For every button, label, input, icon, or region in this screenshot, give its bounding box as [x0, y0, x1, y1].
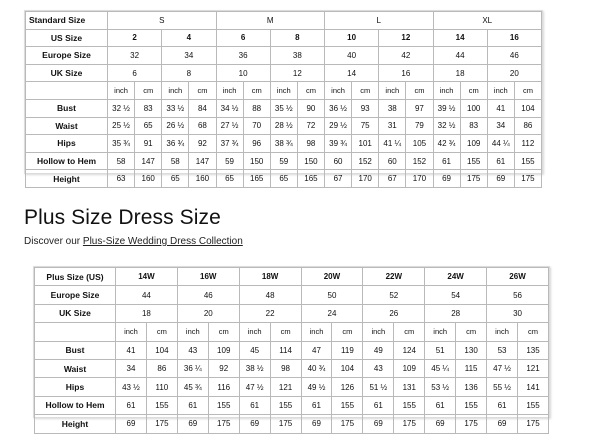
row-label: US Size: [26, 29, 108, 47]
table-cell: 37 ¾: [216, 135, 243, 153]
table-cell: 61: [239, 396, 270, 414]
table-cell: 12: [270, 64, 324, 82]
table-cell: 155: [332, 396, 363, 414]
table-cell: 30: [487, 304, 549, 322]
unit-label: cm: [456, 323, 487, 341]
table-cell: 61: [425, 396, 456, 414]
table-cell: 49 ½: [301, 378, 332, 396]
table-cell: 88: [243, 99, 270, 117]
unit-label: cm: [297, 82, 324, 100]
unit-label: inch: [116, 323, 147, 341]
table-cell: 27 ½: [216, 117, 243, 135]
table-cell: 75: [352, 117, 379, 135]
table-cell: 86: [514, 117, 541, 135]
table-cell: 67: [325, 170, 352, 188]
table-cell: 83: [135, 99, 162, 117]
unit-label: inch: [239, 323, 270, 341]
table-cell: 34: [487, 117, 514, 135]
size-group-header: 24W: [425, 268, 487, 286]
row-label: Height: [26, 170, 108, 188]
table-cell: 59: [216, 152, 243, 170]
table-cell: 20: [177, 304, 239, 322]
table-cell: 26 ½: [162, 117, 189, 135]
table-cell: 61: [116, 396, 147, 414]
standard-size-table-frame: [24, 10, 543, 184]
table-cell: 84: [189, 99, 216, 117]
unit-label: cm: [135, 82, 162, 100]
row-label: Hips: [35, 378, 116, 396]
table-row: [26, 135, 542, 153]
table-cell: 175: [456, 415, 487, 433]
table-cell: 165: [297, 170, 324, 188]
table-cell: 175: [460, 170, 487, 188]
table-cell: 70: [243, 117, 270, 135]
table-cell: 47 ½: [239, 378, 270, 396]
row-label: Waist: [35, 359, 116, 377]
unit-label: inch: [487, 82, 514, 100]
table-cell: 96: [243, 135, 270, 153]
table-cell: 20: [487, 64, 541, 82]
table-row: [26, 152, 542, 170]
table-cell: 46: [487, 47, 541, 65]
table-cell: 69: [301, 415, 332, 433]
table-cell: 60: [325, 152, 352, 170]
size-group-header: XL: [433, 12, 542, 30]
table-cell: 34 ½: [216, 99, 243, 117]
table-cell: 155: [208, 396, 239, 414]
table-row: [35, 378, 549, 396]
table-cell: 126: [332, 378, 363, 396]
table-cell: 114: [270, 341, 301, 359]
table-cell: 61: [487, 396, 518, 414]
table-cell: 115: [456, 359, 487, 377]
table-cell: 31: [379, 117, 406, 135]
unit-label: inch: [108, 82, 135, 100]
unit-label: inch: [433, 82, 460, 100]
unit-label: inch: [425, 323, 456, 341]
size-group-header: 16W: [177, 268, 239, 286]
plus-size-table: [34, 267, 549, 434]
table-cell: 14: [325, 64, 379, 82]
table-cell: 79: [406, 117, 433, 135]
table-cell: 60: [379, 152, 406, 170]
size-group-header: 22W: [363, 268, 425, 286]
table-cell: 110: [146, 378, 177, 396]
table-cell: 59: [270, 152, 297, 170]
table-cell: 47: [301, 341, 332, 359]
table-row: [26, 99, 542, 117]
table-cell: 155: [517, 396, 548, 414]
row-label: Bust: [35, 341, 116, 359]
table-cell: 97: [406, 99, 433, 117]
row-label: Hips: [26, 135, 108, 153]
table-cell: 18: [433, 64, 487, 82]
unit-label: cm: [394, 323, 425, 341]
table-cell: 92: [189, 135, 216, 153]
row-label: UK Size: [35, 304, 116, 322]
standard-size-table: [25, 11, 542, 188]
size-group-header: 14W: [116, 268, 178, 286]
unit-label: inch: [177, 323, 208, 341]
table-cell: 86: [146, 359, 177, 377]
table-cell: 53: [487, 341, 518, 359]
table-header-cell: Plus Size (US): [35, 268, 116, 286]
table-cell: 44: [433, 47, 487, 65]
table-cell: 36 ¼: [177, 359, 208, 377]
table-cell: 41: [487, 99, 514, 117]
table-cell: 65: [216, 170, 243, 188]
table-row: [26, 170, 542, 188]
table-cell: 101: [352, 135, 379, 153]
unit-label: inch: [487, 323, 518, 341]
table-cell: 4: [162, 29, 216, 47]
unit-label: cm: [514, 82, 541, 100]
table-cell: 69: [363, 415, 394, 433]
table-row: [26, 12, 542, 30]
table-cell: 40: [325, 47, 379, 65]
table-cell: 175: [208, 415, 239, 433]
unit-label: inch: [379, 82, 406, 100]
discover-text: [24, 236, 243, 247]
table-cell: 10: [325, 29, 379, 47]
table-cell: 51: [425, 341, 456, 359]
size-group-header: S: [108, 12, 217, 30]
table-cell: 16: [379, 64, 433, 82]
table-cell: 92: [208, 359, 239, 377]
table-cell: 39 ½: [433, 99, 460, 117]
table-cell: 93: [352, 99, 379, 117]
table-cell: 175: [394, 415, 425, 433]
table-cell: 8: [270, 29, 324, 47]
table-cell: 36: [216, 47, 270, 65]
table-cell: 69: [487, 415, 518, 433]
table-cell: 72: [297, 117, 324, 135]
table-cell: 175: [146, 415, 177, 433]
table-cell: 18: [116, 304, 178, 322]
table-cell: 121: [270, 378, 301, 396]
table-cell: 32: [108, 47, 162, 65]
unit-label: inch: [363, 323, 394, 341]
unit-label: cm: [460, 82, 487, 100]
table-cell: 16: [487, 29, 541, 47]
table-cell: 160: [189, 170, 216, 188]
table-cell: 40 ¾: [301, 359, 332, 377]
table-cell: 38: [270, 47, 324, 65]
table-cell: 43 ½: [116, 378, 147, 396]
unit-label: cm: [332, 323, 363, 341]
table-cell: 175: [270, 415, 301, 433]
table-cell: 35 ½: [270, 99, 297, 117]
table-cell: 48: [239, 286, 301, 304]
table-cell: 2: [108, 29, 162, 47]
table-cell: 14: [433, 29, 487, 47]
table-cell: 38 ½: [239, 359, 270, 377]
unit-label: inch: [301, 323, 332, 341]
table-cell: 150: [243, 152, 270, 170]
table-cell: 41 ¼: [379, 135, 406, 153]
table-cell: 155: [460, 152, 487, 170]
table-cell: 69: [116, 415, 147, 433]
table-cell: 69: [425, 415, 456, 433]
table-row: [35, 415, 549, 433]
table-cell: 109: [394, 359, 425, 377]
table-cell: 65: [270, 170, 297, 188]
table-cell: 150: [297, 152, 324, 170]
table-row: [35, 359, 549, 377]
table-cell: 116: [208, 378, 239, 396]
table-cell: 130: [456, 341, 487, 359]
unit-label: inch: [325, 82, 352, 100]
table-cell: 100: [460, 99, 487, 117]
table-row: [35, 323, 549, 341]
table-cell: 22: [239, 304, 301, 322]
table-row: [26, 29, 542, 47]
table-cell: 6: [108, 64, 162, 82]
table-cell: 90: [297, 99, 324, 117]
row-label: Bust: [26, 99, 108, 117]
table-cell: 56: [487, 286, 549, 304]
table-cell: 69: [433, 170, 460, 188]
table-cell: 58: [108, 152, 135, 170]
table-cell: 39 ¾: [325, 135, 352, 153]
table-header-cell: Standard Size: [26, 12, 108, 30]
table-cell: 63: [108, 170, 135, 188]
plus-size-table-frame: [33, 266, 550, 429]
table-cell: 33 ½: [162, 99, 189, 117]
table-row: [35, 304, 549, 322]
size-group-header: 18W: [239, 268, 301, 286]
row-label: Hollow to Hem: [35, 396, 116, 414]
row-label: Europe Size: [26, 47, 108, 65]
table-cell: 42 ¾: [433, 135, 460, 153]
table-cell: 49: [363, 341, 394, 359]
size-group-header: M: [216, 12, 325, 30]
size-group-header: L: [325, 12, 434, 30]
table-cell: 61: [433, 152, 460, 170]
table-cell: 32 ½: [433, 117, 460, 135]
table-cell: 12: [379, 29, 433, 47]
table-cell: 160: [135, 170, 162, 188]
unit-label: inch: [270, 82, 297, 100]
table-cell: 91: [135, 135, 162, 153]
table-cell: 124: [394, 341, 425, 359]
table-cell: 152: [352, 152, 379, 170]
table-cell: 42: [379, 47, 433, 65]
table-cell: 121: [517, 359, 548, 377]
table-cell: 170: [352, 170, 379, 188]
table-cell: 69: [239, 415, 270, 433]
table-cell: 58: [162, 152, 189, 170]
table-cell: 170: [406, 170, 433, 188]
table-cell: 34: [116, 359, 147, 377]
table-cell: 61: [363, 396, 394, 414]
table-cell: 45 ¾: [177, 378, 208, 396]
table-cell: 38: [379, 99, 406, 117]
table-row: [35, 396, 549, 414]
unit-label: cm: [189, 82, 216, 100]
table-cell: 136: [456, 378, 487, 396]
table-cell: 47 ½: [487, 359, 518, 377]
table-cell: 147: [135, 152, 162, 170]
table-cell: 53 ½: [425, 378, 456, 396]
unit-label: cm: [406, 82, 433, 100]
table-row: [26, 47, 542, 65]
table-cell: 83: [460, 117, 487, 135]
table-cell: 165: [243, 170, 270, 188]
unit-label: cm: [208, 323, 239, 341]
table-cell: 43: [363, 359, 394, 377]
table-cell: 69: [177, 415, 208, 433]
table-cell: 34: [162, 47, 216, 65]
table-cell: 28 ½: [270, 117, 297, 135]
table-cell: 155: [270, 396, 301, 414]
table-cell: 112: [514, 135, 541, 153]
row-label: Waist: [26, 117, 108, 135]
row-label: Europe Size: [35, 286, 116, 304]
table-cell: 104: [146, 341, 177, 359]
table-cell: 147: [189, 152, 216, 170]
table-cell: 52: [363, 286, 425, 304]
table-cell: 10: [216, 64, 270, 82]
table-cell: 45 ¼: [425, 359, 456, 377]
table-cell: 38 ¾: [270, 135, 297, 153]
table-cell: 46: [177, 286, 239, 304]
table-cell: 24: [301, 304, 363, 322]
table-cell: 68: [189, 117, 216, 135]
table-cell: 155: [456, 396, 487, 414]
table-cell: 175: [517, 415, 548, 433]
table-cell: 44: [116, 286, 178, 304]
table-cell: 98: [270, 359, 301, 377]
table-cell: 135: [517, 341, 548, 359]
table-cell: 32 ½: [108, 99, 135, 117]
table-cell: 175: [332, 415, 363, 433]
unit-label: cm: [270, 323, 301, 341]
row-label: [35, 323, 116, 341]
unit-label: cm: [517, 323, 548, 341]
table-cell: 119: [332, 341, 363, 359]
unit-label: inch: [216, 82, 243, 100]
unit-label: cm: [243, 82, 270, 100]
table-row: [26, 82, 542, 100]
row-label: Height: [35, 415, 116, 433]
unit-label: cm: [352, 82, 379, 100]
table-cell: 98: [297, 135, 324, 153]
table-cell: 51 ½: [363, 378, 394, 396]
table-cell: 35 ¾: [108, 135, 135, 153]
table-cell: 175: [514, 170, 541, 188]
table-cell: 105: [406, 135, 433, 153]
plus-size-collection-link[interactable]: Plus-Size Wedding Dress Collection: [82, 236, 243, 247]
table-row: [35, 268, 549, 286]
size-group-header: 20W: [301, 268, 363, 286]
page-title: Plus Size Dress Size: [24, 206, 221, 229]
table-cell: 65: [162, 170, 189, 188]
table-cell: 45: [239, 341, 270, 359]
unit-label: inch: [162, 82, 189, 100]
size-group-header: 26W: [487, 268, 549, 286]
table-cell: 55 ½: [487, 378, 518, 396]
table-row: [35, 341, 549, 359]
table-cell: 69: [487, 170, 514, 188]
discover-prefix: Discover our: [24, 236, 83, 247]
table-cell: 104: [332, 359, 363, 377]
table-cell: 44 ¼: [487, 135, 514, 153]
table-cell: 104: [514, 99, 541, 117]
table-cell: 131: [394, 378, 425, 396]
table-cell: 50: [301, 286, 363, 304]
row-label: [26, 82, 108, 100]
table-cell: 155: [146, 396, 177, 414]
row-label: Hollow to Hem: [26, 152, 108, 170]
table-cell: 8: [162, 64, 216, 82]
table-cell: 155: [394, 396, 425, 414]
table-cell: 36 ½: [325, 99, 352, 117]
table-cell: 28: [425, 304, 487, 322]
table-cell: 36 ¾: [162, 135, 189, 153]
table-cell: 43: [177, 341, 208, 359]
table-cell: 29 ½: [325, 117, 352, 135]
table-cell: 41: [116, 341, 147, 359]
table-cell: 61: [487, 152, 514, 170]
table-cell: 6: [216, 29, 270, 47]
table-row: [26, 117, 542, 135]
table-cell: 25 ½: [108, 117, 135, 135]
table-row: [26, 64, 542, 82]
table-cell: 61: [301, 396, 332, 414]
table-cell: 109: [460, 135, 487, 153]
table-cell: 155: [514, 152, 541, 170]
table-cell: 141: [517, 378, 548, 396]
table-cell: 65: [135, 117, 162, 135]
table-row: [35, 286, 549, 304]
table-cell: 26: [363, 304, 425, 322]
table-cell: 61: [177, 396, 208, 414]
table-cell: 54: [425, 286, 487, 304]
row-label: UK Size: [26, 64, 108, 82]
table-cell: 67: [379, 170, 406, 188]
unit-label: cm: [146, 323, 177, 341]
table-cell: 109: [208, 341, 239, 359]
table-cell: 152: [406, 152, 433, 170]
